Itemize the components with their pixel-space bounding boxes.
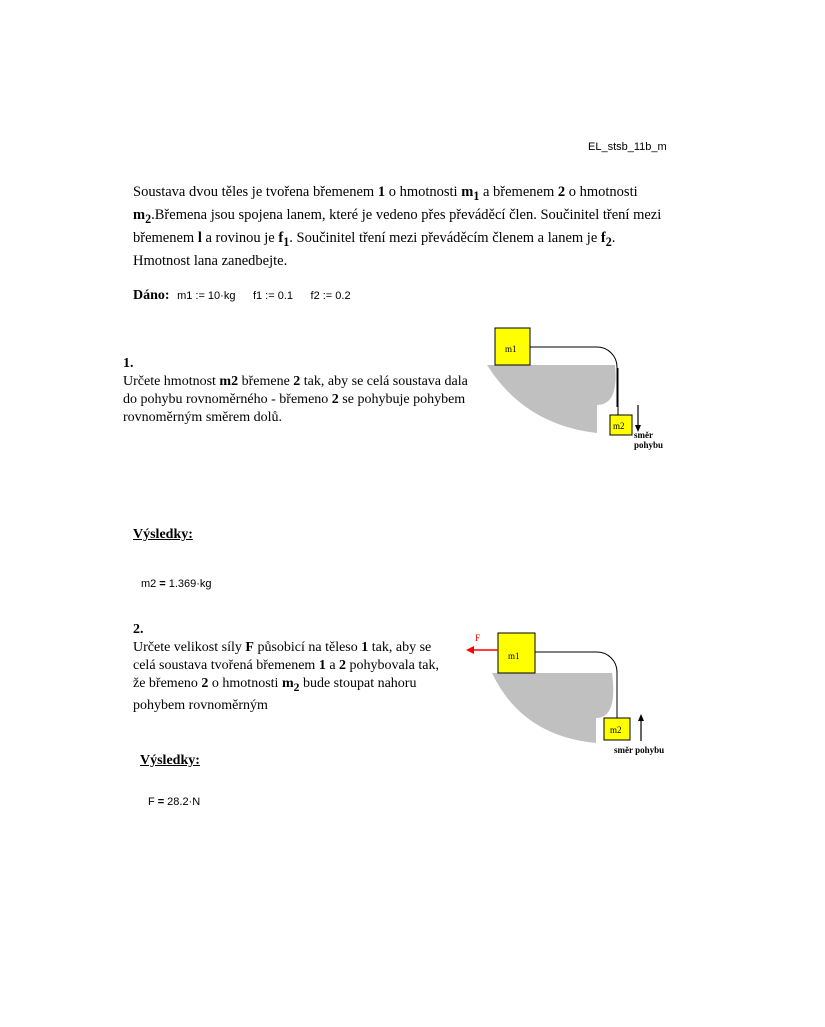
results-2-value: F = 28.2·N — [148, 796, 201, 808]
block-m2-label: m2 — [613, 421, 625, 431]
force-arrowhead-icon — [466, 646, 474, 654]
given-values — [133, 288, 351, 304]
results-1-value: m2 = 1.369·kg — [141, 578, 212, 590]
force-label: F — [475, 633, 481, 643]
results-2-heading: Výsledky: — [140, 753, 200, 768]
problem-statement: Soustava dvou těles je tvořena břemenem 1 o hmotnosti $m_1$ a břemenem 2 o hmotnosti $m_2.Břemena$ jsou spojena lanem, které je vedeno přes převáděcí člen. Součinitel tření mezi břemenem l a rovinou je $f_1$. Součinitel tření mezi převáděcím členem a lanem je $f_2$. Hmotnost lana zanedbejte. — [133, 184, 662, 269]
task-2: 2. Určete velikost síly F působicí na těleso 1 tak, aby se celá soustava tvořená břemenem 1 a 2 pohybovala tak, že břemeno 2 o hmotnosti $m_2$ bude stoupat nahoru pohybem rovnoměrným — [133, 622, 439, 713]
ground-shape — [487, 365, 616, 433]
block-m2-label: m2 — [610, 725, 622, 735]
given-f2: f2 := 0.2 — [310, 290, 351, 302]
document-id: EL_stsb_11b_m — [588, 141, 667, 153]
arrowhead-up-icon — [638, 714, 644, 721]
block-m1-label: m1 — [508, 651, 520, 661]
given-f1: f1 := 0.1 — [252, 290, 294, 302]
direction-label: směr pohybu — [614, 745, 665, 755]
given-label: Dáno: — [133, 288, 170, 303]
results-1-heading: Výsledky: — [133, 527, 193, 542]
direction-label-2: pohybu — [634, 440, 664, 450]
figure-2-pulley-diagram — [462, 628, 682, 760]
given-m1: m1 := 10·kg — [177, 290, 236, 302]
figure-1-pulley-diagram — [485, 325, 685, 455]
task-2-number: 2. — [133, 622, 144, 637]
ground-shape — [492, 673, 613, 743]
task-1-number: 1. — [123, 356, 134, 371]
block-m1-label: m1 — [505, 344, 517, 354]
task-1: 1. Určete hmotnost m2 břemene 2 tak, aby se celá soustava dala do pohybu rovnoměrného - břemeno 2 se pohybuje pohybem rovnoměrným směrem dolů. — [123, 356, 468, 425]
direction-label-1: směr — [634, 430, 653, 440]
